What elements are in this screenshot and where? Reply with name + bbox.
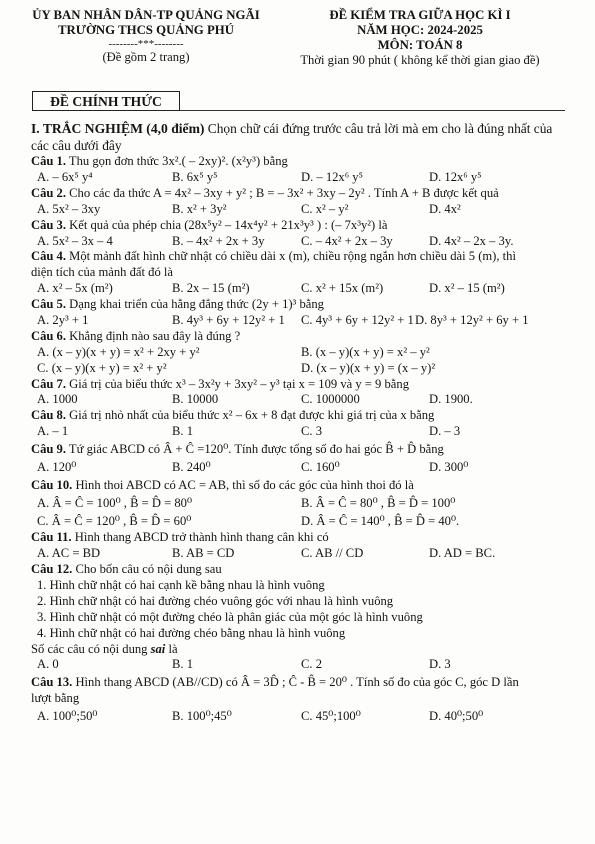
option-c: C. x² – y² [301, 201, 349, 216]
option-a: A. x² – 5x (m²) [37, 281, 113, 296]
subject: MÔN: TOÁN 8 [377, 38, 463, 52]
question-text: Tứ giác ABCD có Â + Ĉ =120⁰. Tính được tổng số đo hai góc B̂ + D̂ bằng [68, 442, 444, 457]
option-a: A. – 1 [37, 424, 69, 439]
option-d: D. – 3 [429, 424, 461, 439]
question-label: Câu 5. [31, 297, 66, 312]
question-text: Kết quả của phép chia (28x⁵y² – 14x⁴y² + 21x³y³ ) : (– 7x³y²) là [69, 217, 388, 232]
question-10-options-row-1 [31, 494, 571, 512]
exam-title: ĐỀ KIỂM TRA GIỮA HỌC KÌ I [329, 8, 511, 22]
question-label: Câu 12. [31, 561, 73, 576]
option-b: B. 6x⁵ y⁵ [172, 169, 218, 184]
question-1-options [31, 170, 571, 186]
option-d: D. (x – y)(x + y) = (x – y)² [301, 360, 436, 375]
question-label: Câu 2. [31, 185, 66, 200]
question-12-prompt [31, 642, 571, 658]
question-text: Một mảnh đất hình chữ nhật có chiều dài x (m), chiều rộng ngắn hơn chiều dài 5 (m), thì [69, 249, 516, 264]
statement-4: 4. Hình chữ nhật có hai đường chéo bằng nhau là hình vuông [37, 625, 346, 640]
option-d: D. AD = BC. [429, 546, 496, 561]
option-b: B. – 4x² + 2x + 3y [172, 233, 265, 248]
prompt-text: Số các câu có nội dung [31, 641, 151, 656]
option-b: B. 10000 [172, 392, 219, 407]
option-c: C. 2 [301, 657, 322, 672]
question-text: Khẳng định nào sau đây là đúng ? [69, 328, 241, 343]
part-1-title: I. TRẮC NGHIỆM (4,0 điểm) [31, 121, 205, 136]
prompt-emphasis: sai [150, 641, 166, 656]
question-text: Thu gọn đơn thức 3x².( – 2xy)². (x²y³) bằng [68, 154, 288, 168]
option-b: B. x² + 3y² [172, 201, 227, 216]
question-label: Câu 4. [31, 249, 66, 264]
question-9-options [31, 458, 571, 476]
question-5 [31, 297, 571, 313]
question-10-options-row-2 [31, 512, 571, 530]
school-name: TRƯỜNG THCS QUẢNG PHÚ [58, 23, 234, 37]
option-d: D. 40⁰;50⁰ [429, 709, 484, 724]
option-c: C. 3 [301, 424, 322, 439]
question-12 [31, 562, 571, 578]
option-d: D. 1900. [429, 392, 473, 407]
question-13 [31, 673, 571, 691]
question-label: Câu 7. [31, 376, 66, 391]
option-b: B. Â = Ĉ = 80⁰ , B̂ = D̂ = 100⁰ [301, 496, 456, 511]
question-label: Câu 10. [31, 478, 73, 493]
question-text: Cho bốn câu có nội dung sau [75, 561, 222, 576]
school-info [32, 8, 260, 65]
question-text: Cho các đa thức A = 4x² – 3xy + y² ; B = – 3x² + 3xy – 2y² . Tính A + B được kết quả [69, 185, 499, 200]
option-b: B. 1 [172, 657, 193, 672]
option-c: C. x² + 15x (m²) [301, 281, 384, 296]
question-13-text-cont: lượt bằng [31, 691, 80, 706]
question-12-options [31, 657, 571, 673]
option-d: D. 8y³ + 12y² + 6y + 1 [415, 313, 529, 327]
question-10 [31, 476, 571, 494]
question-4 [31, 249, 571, 265]
question-text: Giá trị của biểu thức x³ – 3x²y + 3xy² – y³ tại x = 109 và y = 9 bằng [69, 376, 409, 391]
statement-2: 2. Hình chữ nhật có hai đường chéo vuông góc với nhau là hình vuông [37, 593, 394, 608]
question-text: Dạng khai triển của hằng đẳng thức (2y + 1)³ bằng [69, 297, 324, 312]
option-b: B. 240⁰ [172, 460, 211, 475]
option-a: A. 120⁰ [37, 460, 77, 475]
prompt-text-end: là [165, 641, 178, 656]
option-c: C. 4y³ + 6y + 12y² + 1 [301, 313, 414, 327]
time-limit: Thời gian 90 phút ( không kể thời gian giao đề) [300, 53, 540, 67]
question-9 [31, 440, 571, 458]
option-d: D. 3 [429, 657, 451, 672]
question-8-options [31, 424, 571, 440]
page-count-note: (Đề gồm 2 trang) [102, 50, 190, 64]
option-b: B. 100⁰;45⁰ [172, 709, 232, 724]
question-text: Giá trị nhỏ nhất của biểu thức x² – 6x + 8 đạt được khi giá trị của x bằng [69, 408, 435, 423]
option-c: C. Â = Ĉ = 120⁰ , B̂ = D̂ = 60⁰ [37, 514, 192, 529]
question-3 [31, 218, 571, 234]
option-a: A. 5x² – 3x – 4 [37, 233, 113, 248]
authority-name: ỦY BAN NHÂN DÂN-TP QUẢNG NGÃI [32, 8, 260, 22]
option-c: C. 1000000 [301, 392, 360, 407]
option-c: D. – 12x⁶ y⁵ [301, 169, 363, 184]
question-5-options [31, 313, 571, 329]
question-label: Câu 6. [31, 328, 66, 343]
statement-3: 3. Hình chữ nhật có một đường chéo là phân giác của một góc là hình vuông [37, 609, 423, 624]
option-a: A. 2y³ + 1 [37, 313, 89, 327]
option-d: D. 300⁰ [429, 460, 469, 475]
question-label: Câu 3. [31, 217, 66, 232]
question-7 [31, 377, 571, 393]
option-b: B. (x – y)(x + y) = x² – y² [301, 344, 430, 359]
exam-info [270, 8, 570, 68]
question-label: Câu 11. [31, 530, 72, 545]
question-text: Hình thang ABCD trở thành hình thang cân khi có [74, 530, 329, 545]
question-2 [31, 186, 571, 202]
question-13-options [31, 707, 571, 725]
question-8 [31, 408, 571, 424]
option-d: D. 4x² [429, 201, 461, 216]
option-a: A. 0 [37, 657, 59, 672]
option-b: B. AB = CD [172, 546, 235, 561]
question-6-options-row-1 [31, 345, 571, 361]
question-11 [31, 530, 571, 546]
option-a: A. AC = BD [37, 546, 101, 561]
option-a: A. – 6x⁵ y⁴ [37, 169, 93, 184]
header-rule [180, 110, 565, 111]
option-c: C. – 4x² + 2x – 3y [301, 233, 393, 248]
option-b: B. 1 [172, 424, 193, 439]
official-stamp-box: ĐỀ CHÍNH THỨC [32, 91, 180, 111]
question-text: Hình thang ABCD (AB//CD) có Â = 3D̂ ; Ĉ - B̂ = 20⁰ . Tính số đo của góc C, góc D lần [75, 675, 519, 690]
part-1-instruction: Chọn chữ cái đứng trước câu trả lời mà em cho là đúng nhất của các câu dưới đây [31, 121, 553, 153]
question-1 [31, 154, 571, 170]
question-4-options [31, 281, 571, 297]
question-4-text-cont: diện tích của mảnh đất đó là [31, 265, 173, 280]
option-c: C. (x – y)(x + y) = x² + y² [37, 360, 167, 375]
option-a: A. 5x² – 3xy [37, 201, 101, 216]
question-6-options-row-2 [31, 361, 571, 377]
question-7-options [31, 392, 571, 408]
option-d: D. 4x² – 2x – 3y. [429, 233, 514, 248]
school-year: NĂM HỌC: 2024-2025 [357, 23, 483, 37]
question-11-options [31, 546, 571, 562]
option-a: A. 1000 [37, 392, 78, 407]
option-d: D. 12x⁶ y⁵ [429, 169, 482, 184]
option-c: C. 45⁰;100⁰ [301, 709, 361, 724]
question-6 [31, 329, 571, 345]
part-1-heading [31, 120, 571, 154]
statement-1: 1. Hình chữ nhật có hai cạnh kề bằng nhau là hình vuông [37, 577, 325, 592]
option-c: C. 160⁰ [301, 460, 340, 475]
option-b: B. 2x – 15 (m²) [172, 281, 250, 296]
question-label: Câu 8. [31, 408, 66, 423]
separator-stars: --------***-------- [108, 38, 184, 50]
option-d: D. x² – 15 (m²) [429, 281, 505, 296]
question-label: Câu 13. [31, 675, 73, 690]
exam-content [31, 120, 571, 725]
option-c: C. AB // CD [301, 546, 364, 561]
option-a: A. (x – y)(x + y) = x² + 2xy + y² [37, 344, 200, 359]
question-3-options [31, 234, 571, 250]
option-a: A. Â = Ĉ = 100⁰ , B̂ = D̂ = 80⁰ [37, 496, 193, 511]
option-b: B. 4y³ + 6y + 12y² + 1 [172, 313, 285, 327]
option-a: A. 100⁰;50⁰ [37, 709, 98, 724]
question-label: Câu 1. [31, 154, 66, 168]
option-d: D. Â = Ĉ = 140⁰ , B̂ = D̂ = 40⁰. [301, 514, 460, 529]
question-text: Hình thoi ABCD có AC = AB, thì số đo các góc của hình thoi đó là [75, 478, 414, 493]
question-2-options [31, 202, 571, 218]
question-label: Câu 9. [31, 442, 66, 457]
